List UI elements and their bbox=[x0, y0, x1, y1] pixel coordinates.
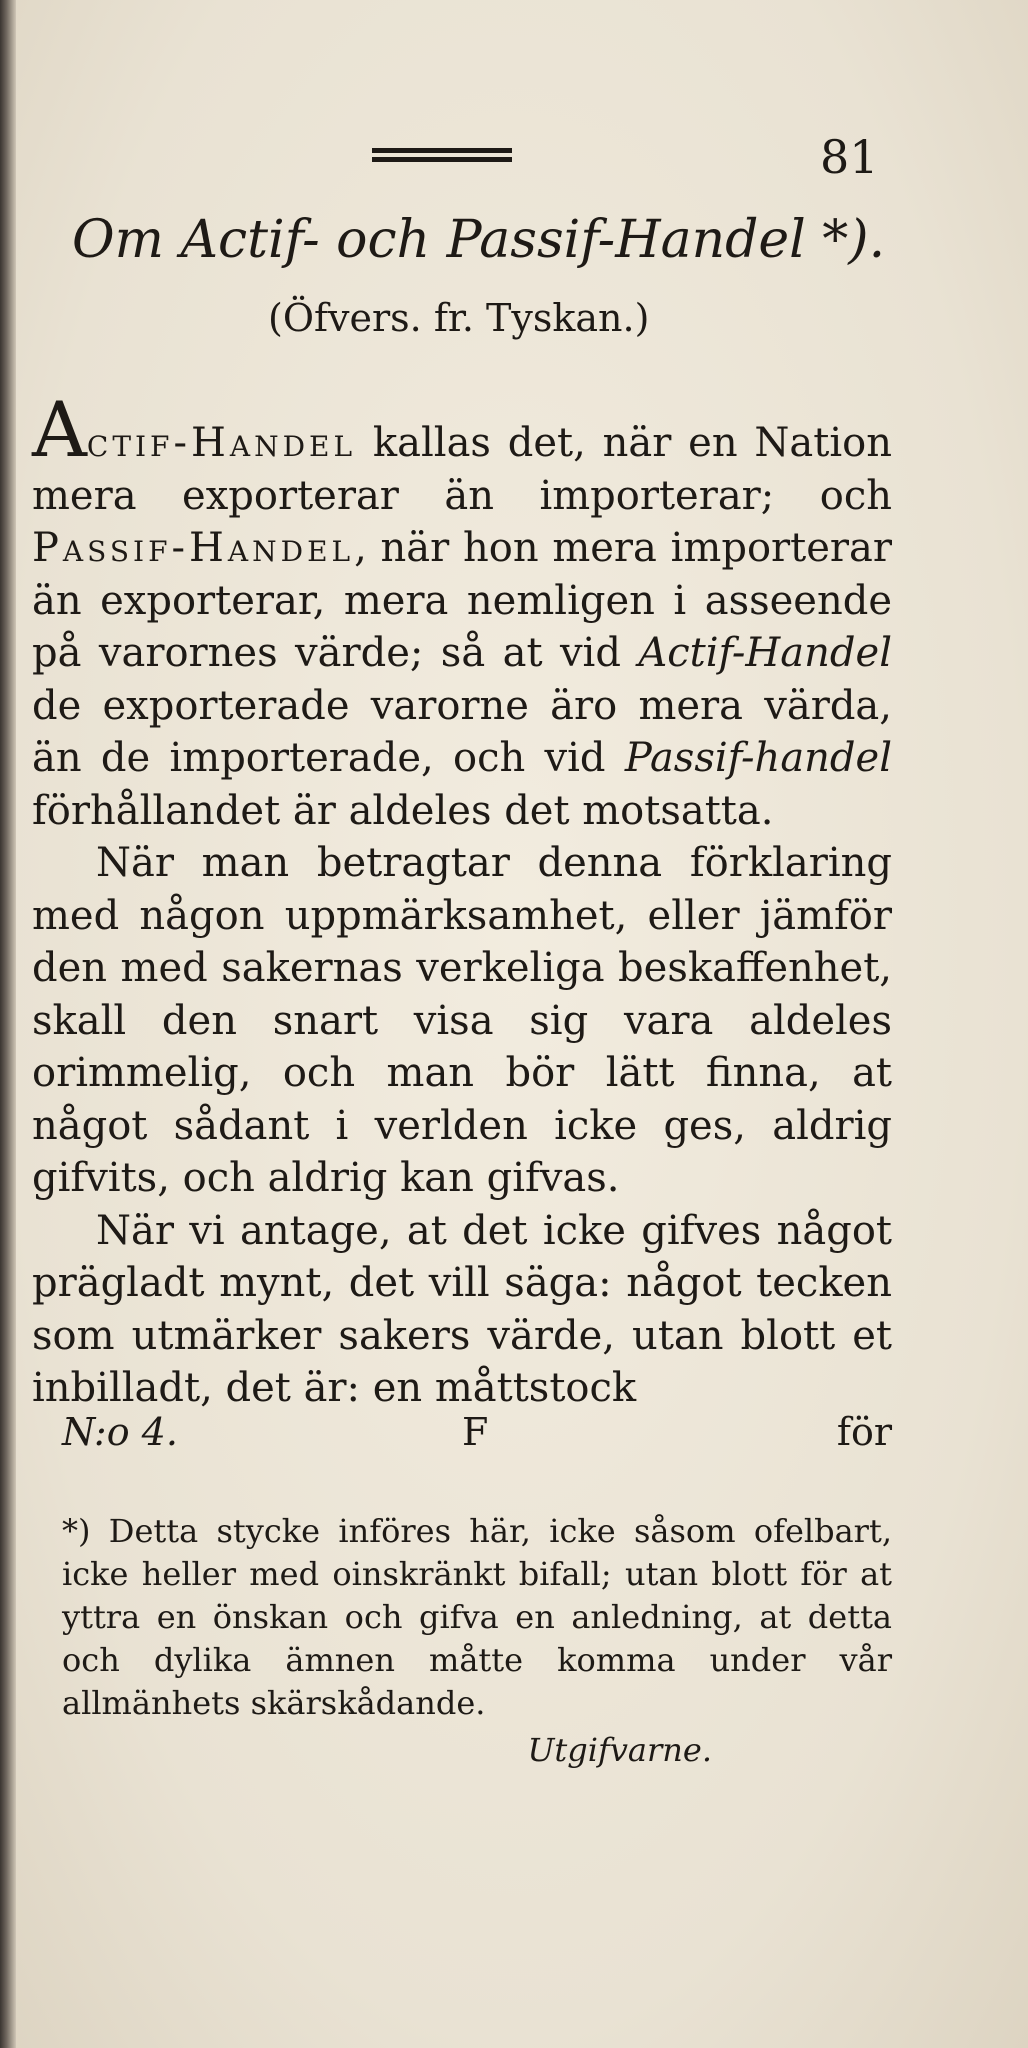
drop-cap: A bbox=[32, 385, 87, 474]
term-actif-handel-italic: Actif-Handel bbox=[638, 630, 892, 676]
paragraph-1-text-b: , när hon mera importerar än exporterar, mera nemligen i asseende på varornes värde; så at vid bbox=[32, 525, 892, 676]
paragraph-3: När vi antage, at det icke gifves något prägladt mynt, det vill säga: något tecken som utmärker sakers värde, utan blott et inbilladt, det är: en måttstock bbox=[32, 1207, 892, 1411]
paragraph-1-text-a: kallas det, när en Nation mera exporterar än importerar; och bbox=[32, 420, 892, 519]
footnote-text: *) Detta stycke införes här, icke såsom ofelbart, icke heller med oinskränkt bifall; utan blott för at yttra en önskan och gifva en anledning, at detta och dylika ämnen måtte komma under vår allmänhets skärskådande. bbox=[62, 1512, 892, 1722]
catchword: för bbox=[836, 1410, 892, 1454]
term-passif-handel-italic: Passif-handel bbox=[624, 735, 892, 781]
signature-line bbox=[62, 1410, 892, 1466]
term-actif-handel: ctif-Handel bbox=[86, 420, 357, 466]
header-rule bbox=[372, 148, 512, 162]
term-passif-handel: Passif-Handel bbox=[32, 525, 355, 571]
paragraph-1-text-d: förhållandet är aldeles det motsatta. bbox=[32, 787, 774, 834]
footnote bbox=[62, 1510, 892, 1772]
paragraph-1-text-c: de exporterade varorne äro mera värda, än de importerade, och vid bbox=[32, 682, 892, 781]
paragraph-1 bbox=[32, 385, 892, 837]
signature-number: N:o 4. bbox=[62, 1410, 178, 1454]
footnote-signature: Utgifvarne. bbox=[527, 1731, 712, 1769]
book-spine-shadow bbox=[0, 0, 16, 2048]
article-body bbox=[32, 385, 892, 1415]
article-title: Om Actif- och Passif-Handel *). bbox=[72, 210, 886, 270]
signature-letter: F bbox=[462, 1410, 489, 1454]
page-number: 81 bbox=[820, 130, 879, 184]
article-subtitle: (Öfvers. fr. Tyskan.) bbox=[268, 296, 650, 340]
paragraph-2: När man betragtar denna förklaring med någon uppmärksamhet, eller jämför den med sakernas verkeliga beskaffenhet, skall den snart visa sig vara aldeles orimmelig, och man bör lätt finna, at något sådant i verlden icke ges, aldrig gifvits, och aldrig kan gifvas. bbox=[32, 840, 892, 1201]
